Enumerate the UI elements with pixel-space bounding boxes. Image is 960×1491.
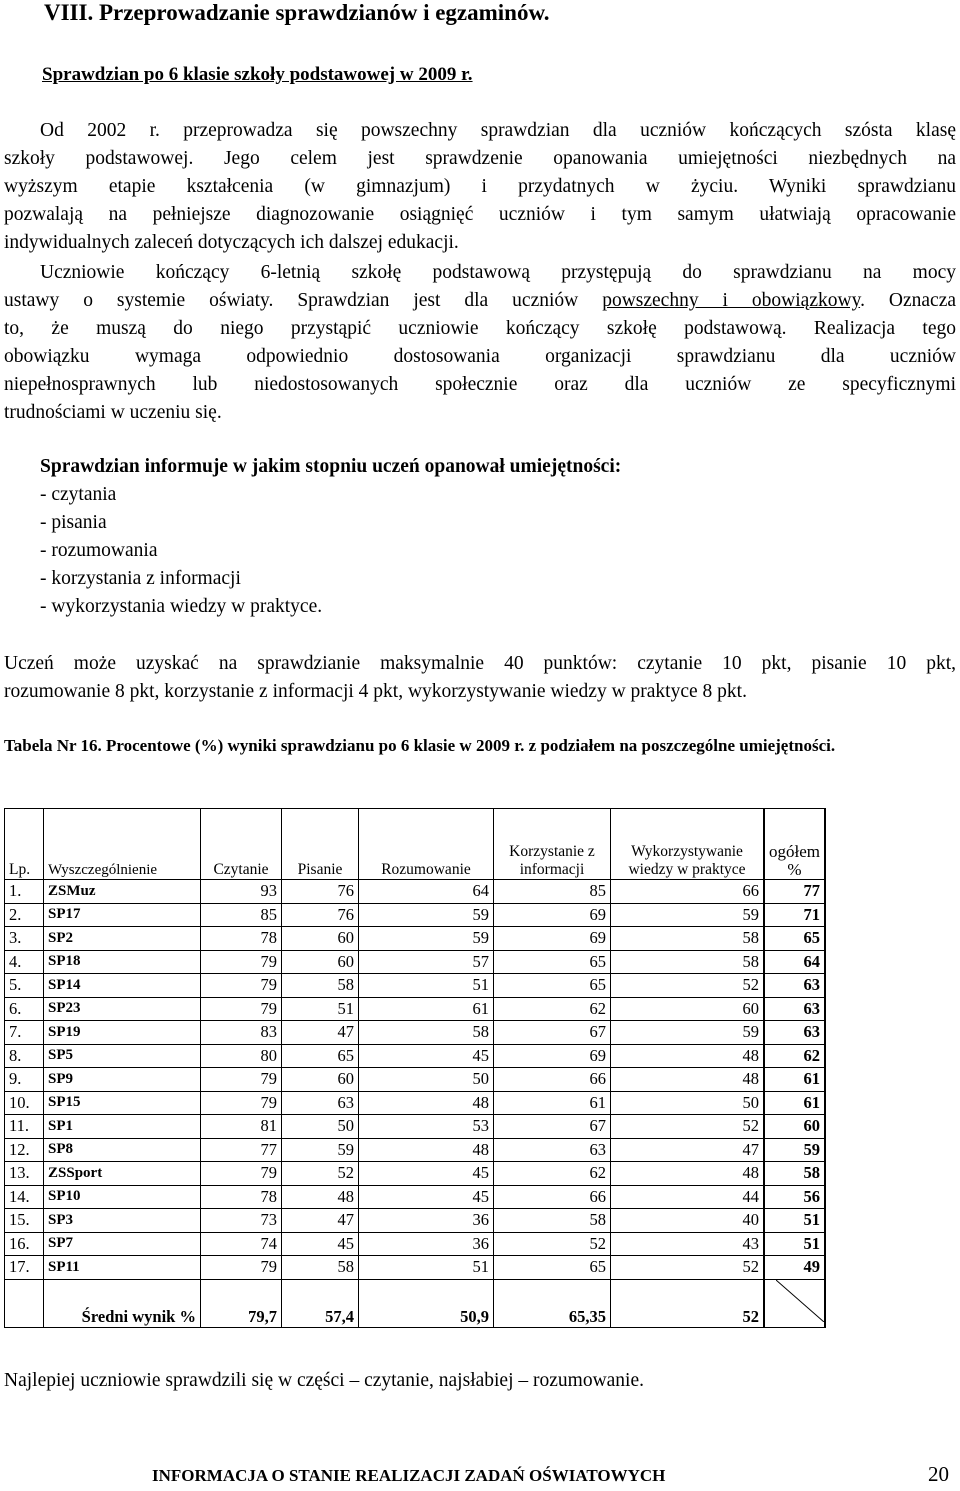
list-item: - wykorzystania wiedzy w praktyce. xyxy=(40,596,323,617)
skills-list xyxy=(40,453,621,621)
score-cell: 53 xyxy=(359,1115,494,1139)
score-cell: 79 xyxy=(201,974,282,998)
total-cell: 49 xyxy=(764,1256,825,1280)
skills-header: Sprawdzian informuje w jakim stopniu uczeń opanował umiejętności: xyxy=(40,456,622,477)
score-cell: 79 xyxy=(201,1162,282,1186)
school-name: SP3 xyxy=(44,1209,201,1233)
score-cell: 85 xyxy=(201,903,282,927)
average-cell: 79,7 xyxy=(201,1279,282,1327)
score-cell: 78 xyxy=(201,927,282,951)
score-cell: 63 xyxy=(494,1138,611,1162)
row-number: 16. xyxy=(5,1232,44,1256)
school-name: SP18 xyxy=(44,950,201,974)
row-number: 17. xyxy=(5,1256,44,1280)
school-name: SP7 xyxy=(44,1232,201,1256)
score-cell: 65 xyxy=(282,1044,359,1068)
score-cell: 50 xyxy=(359,1068,494,1092)
score-cell: 52 xyxy=(494,1232,611,1256)
table-row xyxy=(5,1232,826,1256)
list-item: - czytania xyxy=(40,484,117,505)
text-line: Uczeń może uzyskać na sprawdzianie maksymalnie 40 punktów: czytanie 10 pkt, pisanie 10 pkt, xyxy=(4,653,956,674)
score-cell: 36 xyxy=(359,1209,494,1233)
score-cell: 60 xyxy=(611,997,765,1021)
total-cell: 59 xyxy=(764,1138,825,1162)
score-cell: 59 xyxy=(359,903,494,927)
total-cell: 71 xyxy=(764,903,825,927)
total-cell: 51 xyxy=(764,1209,825,1233)
table-row xyxy=(5,974,826,998)
list-item: - korzystania z informacji xyxy=(40,568,241,589)
score-cell: 81 xyxy=(201,1115,282,1139)
table-row xyxy=(5,880,826,904)
text-line: to, że muszą do niego przystąpić uczniowie kończący szkołę podstawową. Realizacja tego xyxy=(4,318,956,339)
school-name: SP10 xyxy=(44,1185,201,1209)
table-row xyxy=(5,1115,826,1139)
total-cell: 63 xyxy=(764,974,825,998)
score-cell: 48 xyxy=(359,1091,494,1115)
score-cell: 79 xyxy=(201,1091,282,1115)
score-cell: 93 xyxy=(201,880,282,904)
row-number: 10. xyxy=(5,1091,44,1115)
score-cell: 51 xyxy=(359,1256,494,1280)
row-number: 8. xyxy=(5,1044,44,1068)
row-number: 6. xyxy=(5,997,44,1021)
score-cell: 44 xyxy=(611,1185,765,1209)
col-header: Pisanie xyxy=(282,809,359,880)
list-item: - rozumowania xyxy=(40,540,158,561)
table-row xyxy=(5,1021,826,1045)
closing-sentence: Najlepiej uczniowie sprawdzili się w części – czytanie, najsłabiej – rozumowanie. xyxy=(4,1370,645,1391)
school-name: ZSSport xyxy=(44,1162,201,1186)
score-cell: 77 xyxy=(201,1138,282,1162)
table-row xyxy=(5,903,826,927)
score-cell: 48 xyxy=(611,1044,765,1068)
score-cell: 47 xyxy=(282,1021,359,1045)
text-line: pozwalają na pełniejsze diagnozowanie osiągnięć uczniów i tym samym ułatwiają opracowanie xyxy=(4,204,956,225)
score-cell: 78 xyxy=(201,1185,282,1209)
score-cell: 59 xyxy=(611,903,765,927)
score-cell: 58 xyxy=(611,927,765,951)
score-cell: 52 xyxy=(611,1256,765,1280)
row-number: 9. xyxy=(5,1068,44,1092)
score-cell: 66 xyxy=(611,880,765,904)
score-cell: 59 xyxy=(359,927,494,951)
score-cell: 60 xyxy=(282,1068,359,1092)
score-cell: 62 xyxy=(494,1162,611,1186)
score-cell: 73 xyxy=(201,1209,282,1233)
average-label: Średni wynik % xyxy=(44,1279,201,1327)
table-row xyxy=(5,1185,826,1209)
score-cell: 50 xyxy=(611,1091,765,1115)
col-header: Wyszczególnienie xyxy=(44,809,201,880)
score-cell: 47 xyxy=(282,1209,359,1233)
score-cell: 57 xyxy=(359,950,494,974)
score-cell: 65 xyxy=(494,1256,611,1280)
row-number: 5. xyxy=(5,974,44,998)
cross-mark xyxy=(776,1280,824,1322)
section-heading: VIII. Przeprowadzanie sprawdzianów i egzaminów. xyxy=(44,0,550,25)
text-line: rozumowanie 8 pkt, korzystanie z informacji 4 pkt, wykorzystywanie wiedzy w praktyce 8 pkt. xyxy=(4,681,747,702)
score-cell: 45 xyxy=(282,1232,359,1256)
average-cell: 50,9 xyxy=(359,1279,494,1327)
score-cell: 40 xyxy=(611,1209,765,1233)
col-header: Lp. xyxy=(5,809,44,880)
average-row xyxy=(5,1279,826,1327)
total-cell: 60 xyxy=(764,1115,825,1139)
score-cell: 45 xyxy=(359,1044,494,1068)
text-line: Od 2002 r. przeprowadza się powszechny sprawdzian dla uczniów kończących szósta klasę xyxy=(40,120,956,141)
text-line: obowiązku wymaga odpowiednio dostosowania organizacji sprawdzianu dla uczniów xyxy=(4,346,956,367)
col-header: ogółem % xyxy=(764,809,825,880)
total-cell: 51 xyxy=(764,1232,825,1256)
points-paragraph xyxy=(4,650,956,706)
score-cell: 61 xyxy=(359,997,494,1021)
score-cell: 48 xyxy=(359,1138,494,1162)
score-cell: 43 xyxy=(611,1232,765,1256)
total-cell: 63 xyxy=(764,1021,825,1045)
score-cell: 50 xyxy=(282,1115,359,1139)
school-name: SP17 xyxy=(44,903,201,927)
score-cell: 48 xyxy=(611,1162,765,1186)
score-cell: 61 xyxy=(494,1091,611,1115)
score-cell: 48 xyxy=(611,1068,765,1092)
col-header: Wykorzystywanie wiedzy w praktyce xyxy=(611,809,765,880)
average-spacer xyxy=(5,1279,44,1327)
score-cell: 80 xyxy=(201,1044,282,1068)
total-cell: 64 xyxy=(764,950,825,974)
table-row xyxy=(5,927,826,951)
row-number: 15. xyxy=(5,1209,44,1233)
total-cell: 56 xyxy=(764,1185,825,1209)
score-cell: 51 xyxy=(282,997,359,1021)
row-number: 14. xyxy=(5,1185,44,1209)
score-cell: 48 xyxy=(282,1185,359,1209)
crossed-cell xyxy=(764,1279,825,1327)
row-number: 2. xyxy=(5,903,44,927)
score-cell: 69 xyxy=(494,1044,611,1068)
score-cell: 76 xyxy=(282,880,359,904)
table-body xyxy=(5,880,826,1328)
page-footer: INFORMACJA O STANIE REALIZACJI ZADAŃ OŚWIATOWYCH xyxy=(152,1466,666,1485)
list-item: - pisania xyxy=(40,512,107,533)
school-name: SP1 xyxy=(44,1115,201,1139)
score-cell: 66 xyxy=(494,1185,611,1209)
intro-paragraph xyxy=(4,117,956,257)
text-line: szkoły podstawowej. Jego celem jest sprawdzenie opanowania umiejętności niezbędnych na xyxy=(4,148,956,169)
row-number: 3. xyxy=(5,927,44,951)
score-cell: 79 xyxy=(201,1068,282,1092)
total-cell: 65 xyxy=(764,927,825,951)
table-row xyxy=(5,997,826,1021)
total-cell: 61 xyxy=(764,1091,825,1115)
table-row xyxy=(5,1138,826,1162)
row-number: 12. xyxy=(5,1138,44,1162)
school-name: SP11 xyxy=(44,1256,201,1280)
school-name: SP8 xyxy=(44,1138,201,1162)
text-line: niepełnosprawnych lub niedostosowanych społecznie oraz dla uczniów ze specyficznymi xyxy=(4,374,956,395)
score-cell: 67 xyxy=(494,1021,611,1045)
row-number: 13. xyxy=(5,1162,44,1186)
col-header: Rozumowanie xyxy=(359,809,494,880)
score-cell: 52 xyxy=(611,974,765,998)
score-cell: 45 xyxy=(359,1162,494,1186)
score-cell: 69 xyxy=(494,927,611,951)
school-name: SP15 xyxy=(44,1091,201,1115)
total-cell: 77 xyxy=(764,880,825,904)
row-number: 11. xyxy=(5,1115,44,1139)
score-cell: 36 xyxy=(359,1232,494,1256)
obligation-paragraph xyxy=(4,259,956,427)
score-cell: 45 xyxy=(359,1185,494,1209)
average-cell: 57,4 xyxy=(282,1279,359,1327)
school-name: SP23 xyxy=(44,997,201,1021)
col-header: Korzystanie z informacji xyxy=(494,809,611,880)
score-cell: 74 xyxy=(201,1232,282,1256)
score-cell: 59 xyxy=(611,1021,765,1045)
school-name: SP5 xyxy=(44,1044,201,1068)
score-cell: 85 xyxy=(494,880,611,904)
score-cell: 65 xyxy=(494,974,611,998)
table-row xyxy=(5,1209,826,1233)
score-cell: 63 xyxy=(282,1091,359,1115)
score-cell: 60 xyxy=(282,927,359,951)
total-cell: 62 xyxy=(764,1044,825,1068)
score-cell: 79 xyxy=(201,950,282,974)
score-cell: 60 xyxy=(282,950,359,974)
average-cell: 65,35 xyxy=(494,1279,611,1327)
total-cell: 63 xyxy=(764,997,825,1021)
text-line: wyższym etapie kształcenia (w gimnazjum) i przydatnych w życiu. Wyniki sprawdzianu xyxy=(4,176,956,197)
score-cell: 52 xyxy=(282,1162,359,1186)
score-cell: 69 xyxy=(494,903,611,927)
total-cell: 61 xyxy=(764,1068,825,1092)
table-row xyxy=(5,1162,826,1186)
text-line: Uczniowie kończący 6-letnią szkołę podstawową przystępują do sprawdzianu na mocy xyxy=(40,262,956,283)
school-name: SP19 xyxy=(44,1021,201,1045)
score-cell: 58 xyxy=(494,1209,611,1233)
school-name: SP14 xyxy=(44,974,201,998)
score-cell: 64 xyxy=(359,880,494,904)
score-cell: 79 xyxy=(201,997,282,1021)
school-name: ZSMuz xyxy=(44,880,201,904)
score-cell: 47 xyxy=(611,1138,765,1162)
row-number: 1. xyxy=(5,880,44,904)
score-cell: 58 xyxy=(359,1021,494,1045)
text-line: indywidualnych zaleceń dotyczących ich dalszej edukacji. xyxy=(4,232,459,253)
score-cell: 51 xyxy=(359,974,494,998)
table-row xyxy=(5,1044,826,1068)
total-cell: 58 xyxy=(764,1162,825,1186)
average-cell: 52 xyxy=(611,1279,765,1327)
score-cell: 67 xyxy=(494,1115,611,1139)
score-cell: 52 xyxy=(611,1115,765,1139)
table-header-row xyxy=(5,809,826,880)
row-number: 7. xyxy=(5,1021,44,1045)
page-number: 20 xyxy=(928,1462,949,1486)
results-table xyxy=(4,808,826,1328)
section-subheading: Sprawdzian po 6 klasie szkoły podstawowej w 2009 r. xyxy=(42,64,473,85)
score-cell: 58 xyxy=(282,974,359,998)
school-name: SP9 xyxy=(44,1068,201,1092)
score-cell: 58 xyxy=(611,950,765,974)
score-cell: 79 xyxy=(201,1256,282,1280)
text-line: trudnościami w uczeniu się. xyxy=(4,402,222,423)
score-cell: 62 xyxy=(494,997,611,1021)
table-caption: Tabela Nr 16. Procentowe (%) wyniki sprawdzianu po 6 klasie w 2009 r. z podziałem na poszczególne umiejętności. xyxy=(4,736,836,755)
underlined-phrase: powszechny i obowiązkowy xyxy=(602,290,861,311)
score-cell: 76 xyxy=(282,903,359,927)
score-cell: 83 xyxy=(201,1021,282,1045)
table-row xyxy=(5,1068,826,1092)
table-row xyxy=(5,1256,826,1280)
school-name: SP2 xyxy=(44,927,201,951)
table-row xyxy=(5,950,826,974)
col-header: Czytanie xyxy=(201,809,282,880)
score-cell: 66 xyxy=(494,1068,611,1092)
table-row xyxy=(5,1091,826,1115)
score-cell: 58 xyxy=(282,1256,359,1280)
row-number: 4. xyxy=(5,950,44,974)
score-cell: 65 xyxy=(494,950,611,974)
score-cell: 59 xyxy=(282,1138,359,1162)
text-line: ustawy o systemie oświaty. Sprawdzian jest dla uczniów powszechny i obowiązkowy. Oznacza xyxy=(4,290,957,311)
